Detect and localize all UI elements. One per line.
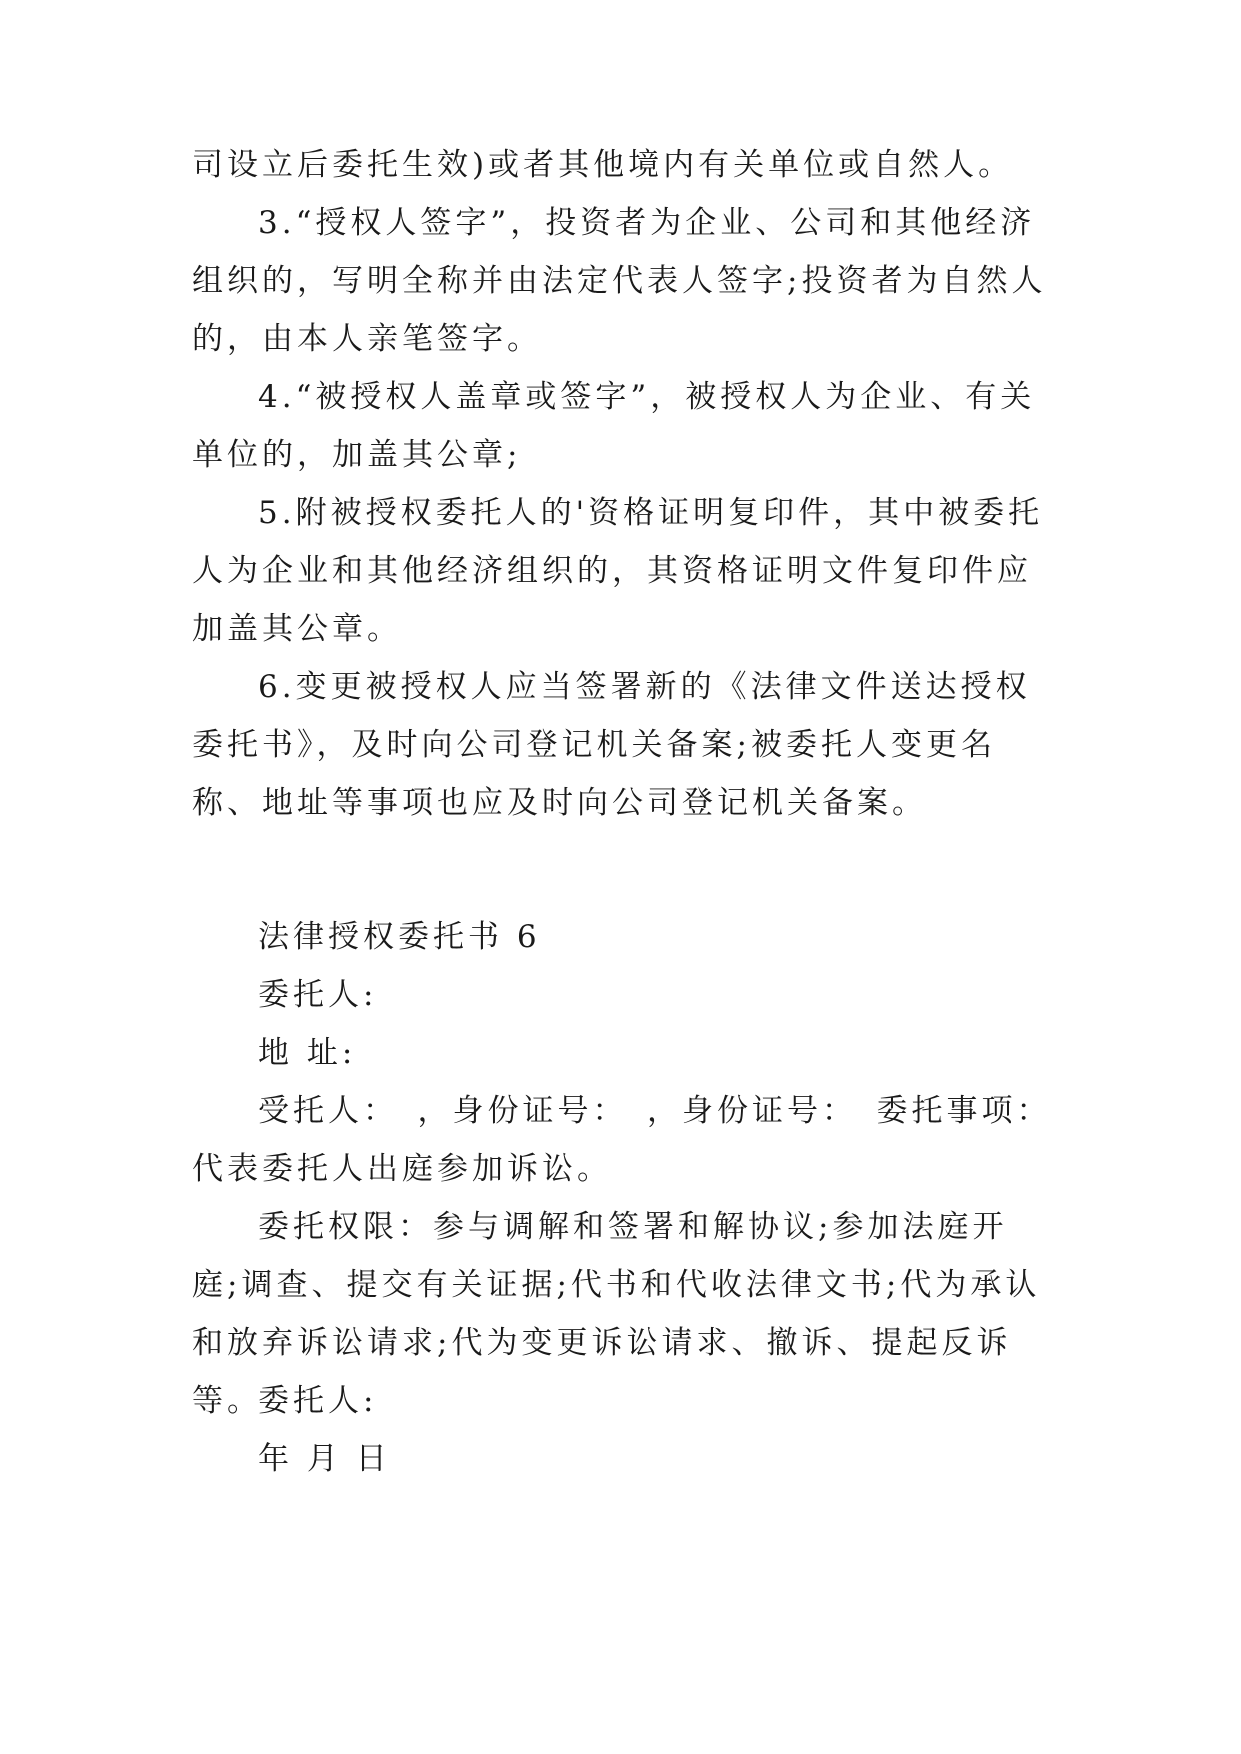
signature-line: 委托人: [258,1383,378,1419]
paragraph-3: 3.“授权人签字”，投资者为企业、公司和其他经济组织的，写明全称并由法定代表人签字;投资者为自然人的，由本人亲笔签字。 [192,205,1047,357]
agent-line: 受托人： ，身份证号： ，身份证号： 委托事项：代表委托人出庭参加诉讼。 [192,1093,1052,1187]
authority-paragraph: 委托权限：参与调解和签署和解协议;参加法庭开庭;调查、提交有关证据;代书和代收法律文书;代为承认和放弃诉讼请求;代为变更诉讼请求、撤诉、提起反诉等。 [192,1209,1041,1419]
paragraph-6: 6.变更被授权人应当签署新的《法律文件送达授权委托书》，及时向公司登记机关备案;被委托人变更名称、地址等事项也应及时向公司登记机关备案。 [192,669,1031,821]
principal-line: 委托人: [258,977,378,1013]
paragraph-4: 4.“被授权人盖章或签字”，被授权人为企业、有关单位的，加盖其公章; [192,379,1036,473]
date-line: 年 月 日 [258,1441,391,1477]
instruction-4 [192,368,1052,484]
instruction-6 [192,658,1052,832]
letter-title: 法律授权委托书 6 [258,919,541,955]
instruction-5 [192,484,1052,658]
address-line: 地 址: [258,1035,357,1071]
paragraph-continuation [192,136,1052,194]
paragraph-0: 司设立后委托生效)或者其他境内有关单位或自然人。 [192,147,1014,183]
instruction-3 [192,194,1052,368]
paragraph-5: 5.附被授权委托人的'资格证明复印件，其中被委托人为企业和其他经济组织的，其资格证明文件复印件应加盖其公章。 [192,495,1044,647]
